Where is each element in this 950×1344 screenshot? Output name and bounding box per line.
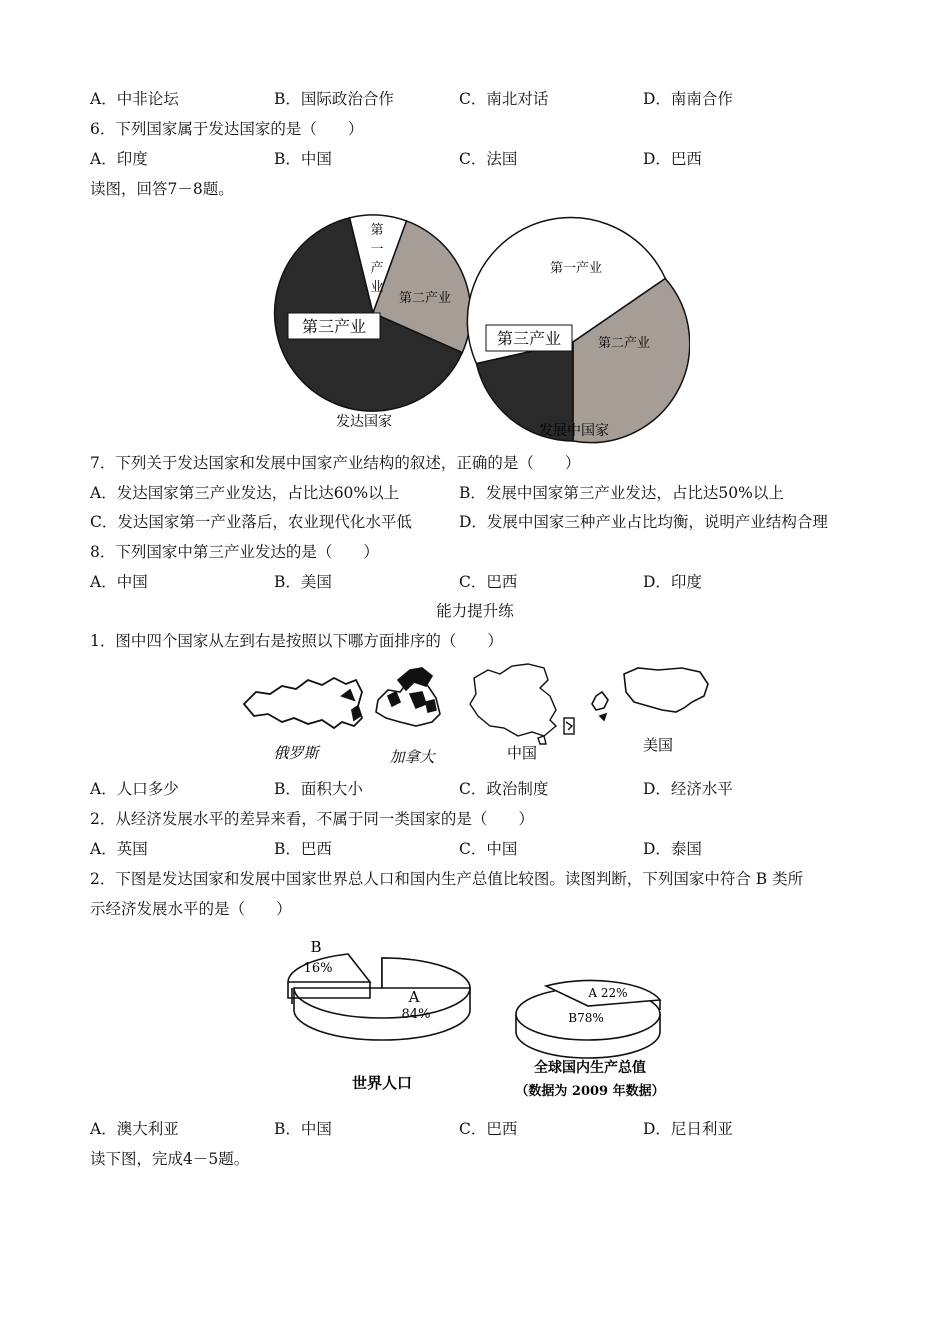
population-a-value: 84% [401, 1007, 431, 1022]
option-c: C．发达国家第一产业落后，农业现代化水平低 [90, 513, 412, 531]
q8-options [90, 571, 870, 593]
developing-primary-label: 第一产业 [549, 261, 603, 276]
option-a: A．澳大利亚 [90, 1120, 179, 1138]
developed-primary-char-4: 业 [370, 280, 384, 295]
canada-map [376, 668, 440, 726]
p3-stem-line1: 2．下图是发达国家和发展中国家世界总人口和国内生产总值比较图。读图判断，下列国家中符合 B 类所 [90, 870, 804, 888]
intro-7-8: 读图，回答7－8题。 [90, 180, 234, 198]
developing-pie [467, 218, 689, 443]
population-b-value: 16% [303, 961, 333, 976]
option-c: C．巴西 [459, 573, 518, 591]
developed-pie [275, 215, 471, 430]
population-b-letter: B [310, 938, 322, 956]
option-c: C．中国 [459, 840, 518, 858]
country-maps-figure [238, 656, 718, 770]
population-gdp-figure [278, 930, 678, 1112]
p3-options [90, 1118, 870, 1140]
developed-tertiary-label: 第三产业 [301, 317, 367, 336]
option-a: A．中国 [90, 573, 148, 591]
option-c: C．巴西 [459, 1120, 518, 1138]
population-caption: 世界人口 [351, 1074, 413, 1092]
p2-stem: 2．从经济发展水平的差异来看，不属于同一类国家的是（ ） [90, 810, 534, 828]
developed-secondary-label: 第二产业 [398, 291, 452, 306]
population-a-letter: A [408, 988, 420, 1006]
p2-options [90, 838, 870, 860]
p3-stem-line2: 示经济发展水平的是（ ） [90, 900, 292, 918]
developed-primary-char-2: 一 [370, 242, 384, 257]
option-c: C．南北对话 [459, 90, 549, 108]
population-a-slice-2 [382, 958, 470, 988]
option-b: B．巴西 [274, 840, 332, 858]
developing-tertiary-label: 第三产业 [496, 329, 562, 348]
p1-stem: 1．图中四个国家从左到右是按照以下哪方面排序的（ ） [90, 632, 503, 650]
gdp-note: （数据为 2009 年数据） [515, 1084, 665, 1099]
russia-label: 俄罗斯 [273, 744, 319, 762]
option-a: A．印度 [90, 150, 148, 168]
option-a: A．人口多少 [90, 780, 179, 798]
developed-primary-char-3: 产 [370, 261, 384, 276]
developed-caption: 发达国家 [336, 414, 392, 430]
option-b: B．中国 [274, 1120, 332, 1138]
developing-caption: 发展中国家 [539, 423, 609, 439]
option-d: D．泰国 [643, 840, 702, 858]
q7-options-row2 [90, 511, 870, 533]
option-d: D．经济水平 [643, 780, 733, 798]
russia-map [244, 678, 362, 728]
intro-4-5: 读下图，完成4－5题。 [90, 1150, 250, 1168]
option-b: B．面积大小 [274, 780, 363, 798]
usa-label: 美国 [642, 736, 674, 754]
option-d: D．印度 [643, 573, 702, 591]
option-c: C．法国 [459, 150, 518, 168]
china-map [470, 664, 574, 744]
gdp-b-text: B78% [568, 1011, 604, 1025]
option-d: D．发展中国家三种产业占比均衡，说明产业结构合理 [459, 513, 828, 531]
gdp-caption: 全球国内生产总值 [534, 1060, 646, 1076]
option-a: A．英国 [90, 840, 148, 858]
p1-options [90, 778, 870, 800]
canada-label: 加拿大 [389, 748, 435, 766]
option-d: D．巴西 [643, 150, 702, 168]
option-d: D．南南合作 [643, 90, 733, 108]
option-b: B．发展中国家第三产业发达，占比达50%以上 [459, 484, 784, 502]
developing-secondary-label: 第二产业 [597, 336, 651, 351]
q7-options-row1 [90, 482, 870, 504]
q5-options [90, 88, 870, 110]
option-a: A．发达国家第三产业发达，占比达60%以上 [90, 484, 400, 502]
section-title: 能力提升练 [436, 602, 514, 620]
china-label: 中国 [506, 744, 538, 762]
q8-stem: 8．下列国家中第三产业发达的是（ ） [90, 543, 379, 561]
option-d: D．尼日利亚 [643, 1120, 733, 1138]
usa-map [592, 668, 708, 720]
q7-stem: 7．下列关于发达国家和发展中国家产业结构的叙述，正确的是（ ） [90, 454, 581, 472]
option-a: A．中非论坛 [90, 90, 179, 108]
gdp-a-text: A 22% [588, 986, 628, 1000]
option-b: B．中国 [274, 150, 332, 168]
option-b: B．美国 [274, 573, 332, 591]
q6-options [90, 148, 870, 170]
option-c: C．政治制度 [459, 780, 549, 798]
developed-primary-char-1: 第 [370, 223, 384, 238]
industry-structure-figure [260, 206, 690, 444]
q6-stem: 6．下列国家属于发达国家的是（ ） [90, 120, 364, 138]
option-b: B．国际政治合作 [274, 90, 394, 108]
